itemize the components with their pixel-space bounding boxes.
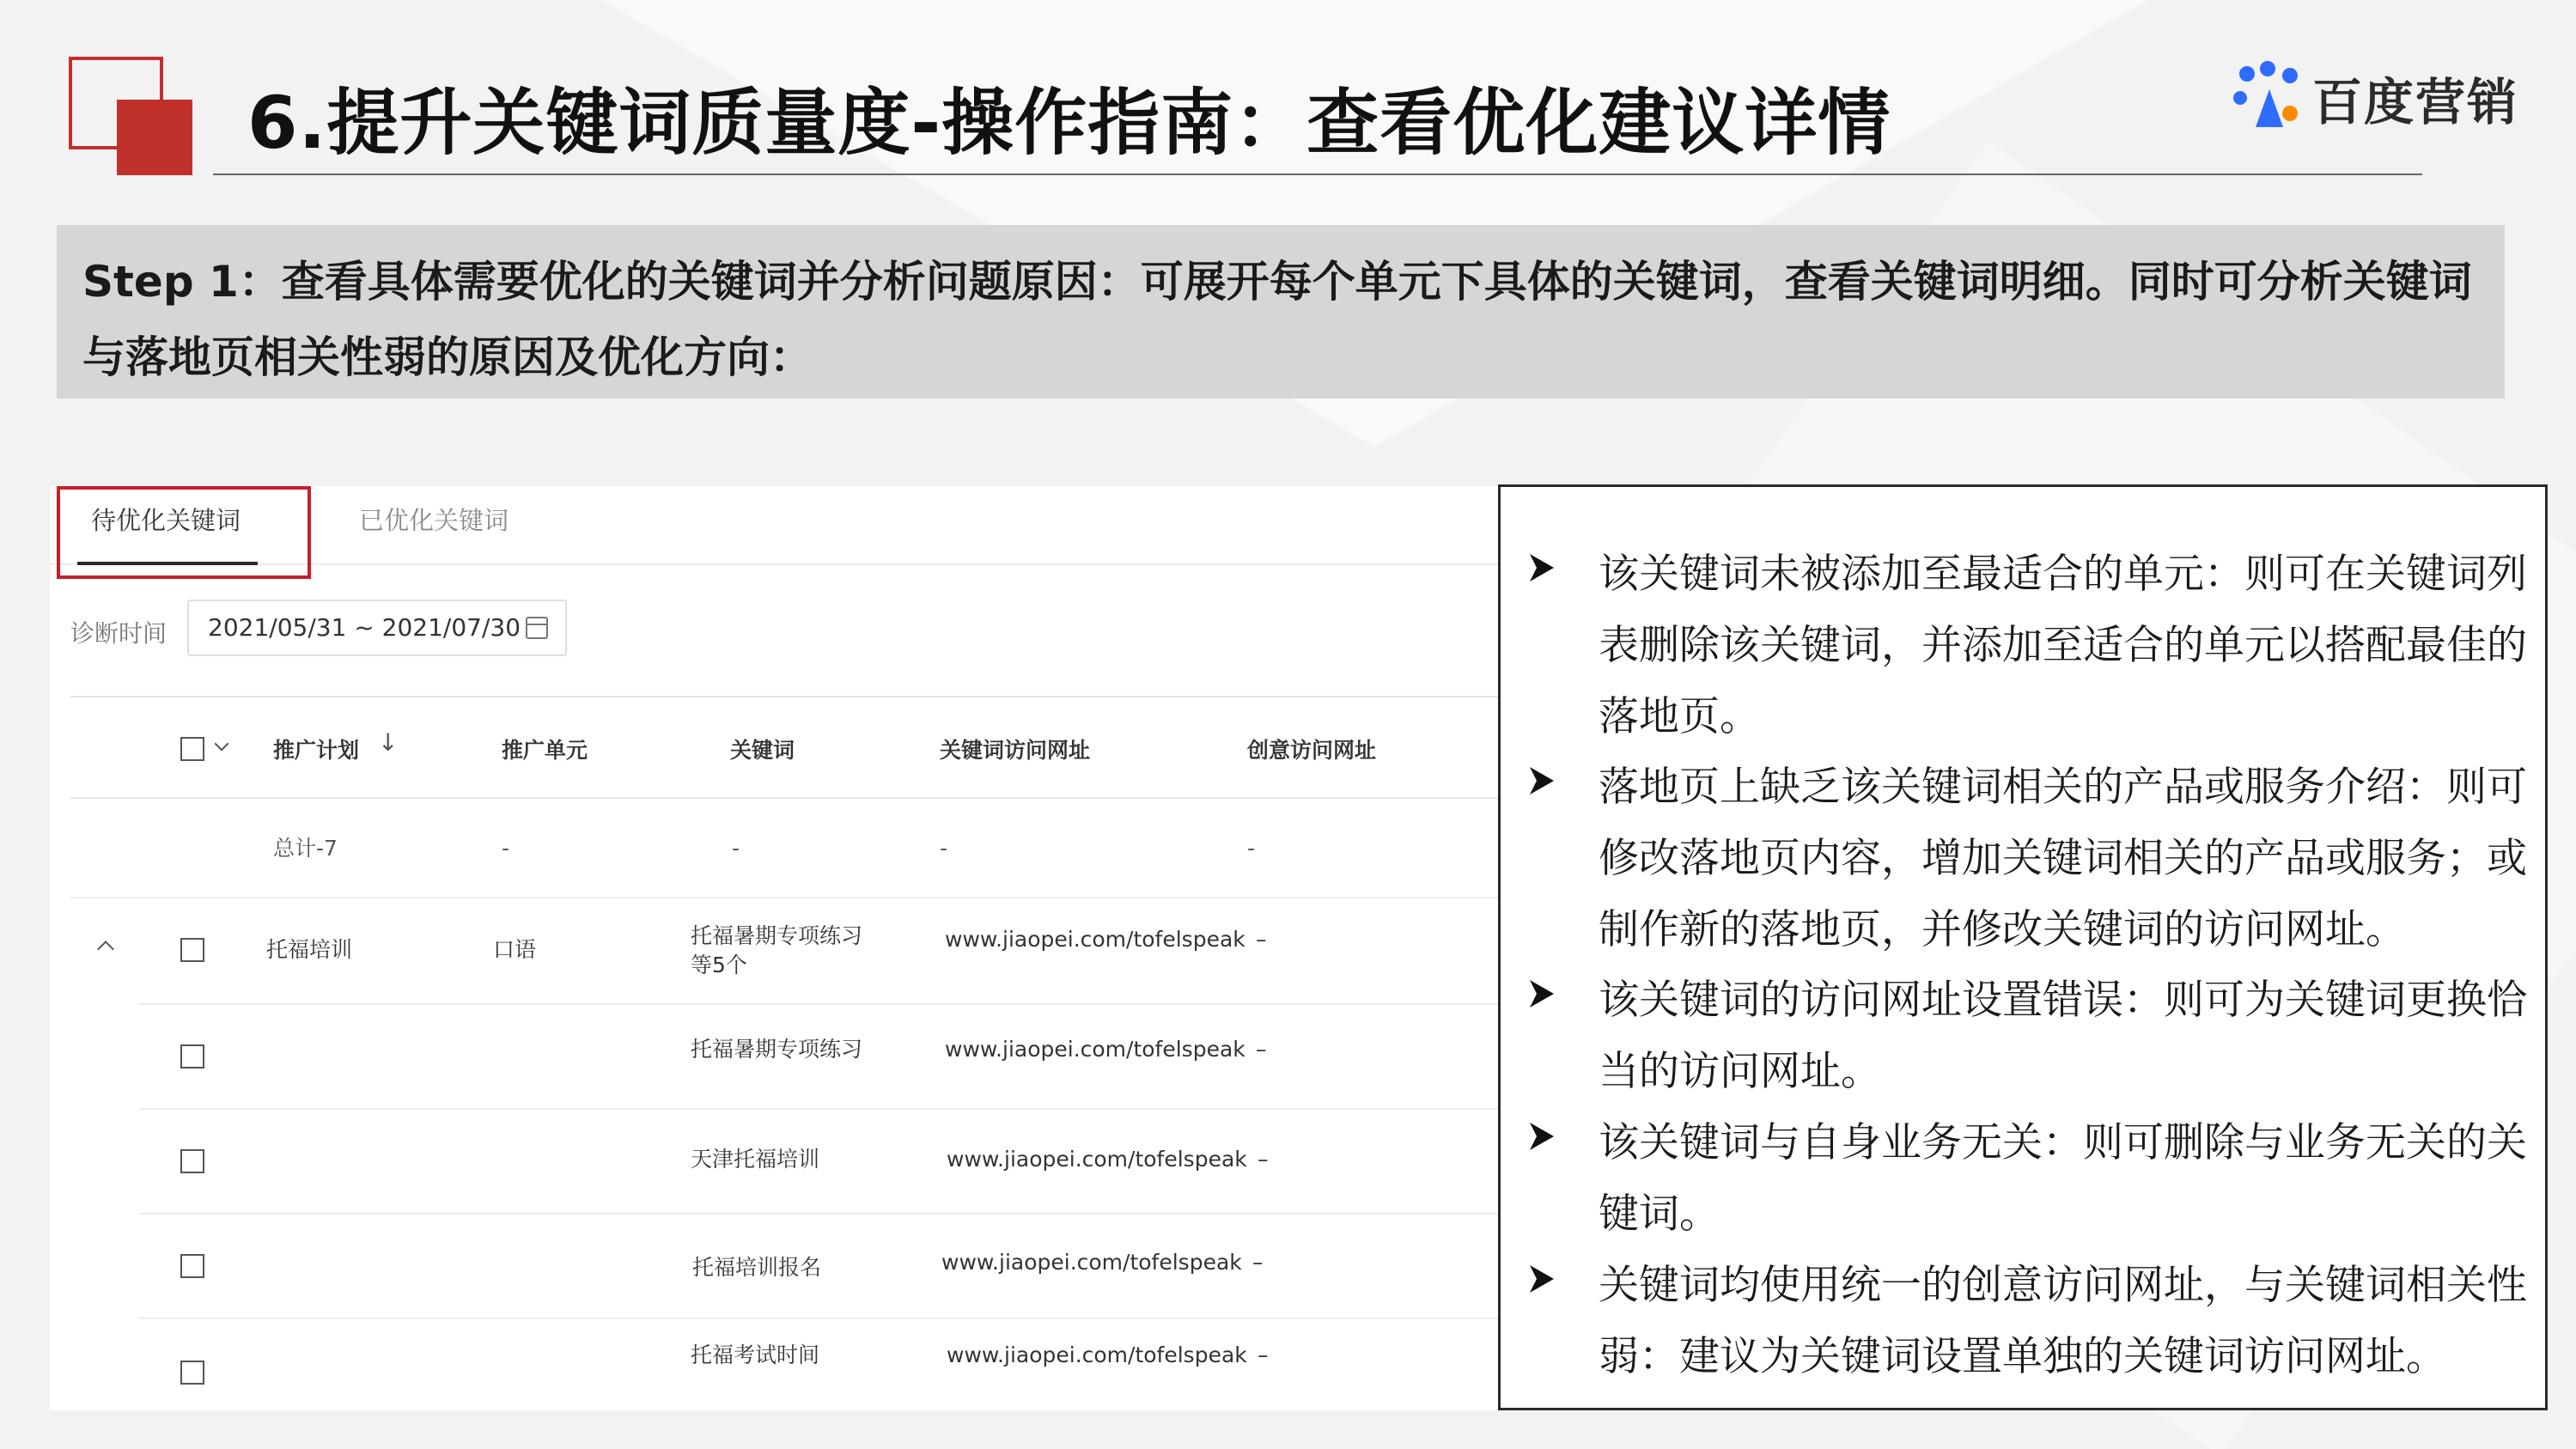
title-divider <box>213 174 2422 175</box>
total-creative-url: - <box>1247 836 1256 861</box>
table-row[interactable] <box>139 1213 1501 1318</box>
column-header-plan[interactable]: 推广计划 <box>273 738 360 763</box>
row-keyword-url[interactable]: www.jiaopei.com/tofelspeak <box>947 1342 1247 1367</box>
total-unit: - <box>502 836 510 861</box>
column-header-unit: 推广单元 <box>502 738 588 763</box>
total-keyword: - <box>732 836 740 861</box>
optimization-tips-panel <box>1498 484 2548 1410</box>
collapse-chevron-icon[interactable] <box>97 941 114 958</box>
row-checkbox[interactable] <box>180 938 204 962</box>
row-creative-url: – <box>1256 1037 1267 1062</box>
row-checkbox[interactable] <box>180 1254 204 1278</box>
column-header-creative-url: 创意访问网址 <box>1247 738 1377 763</box>
row-keyword: 托福培训报名 <box>692 1255 822 1280</box>
row-keyword: 托福暑期专项练习 <box>691 1037 863 1062</box>
tip-text: 该关键词未被添加至最适合的单元：则可在关键词列表删除该关键词，并添加至适合的单元以搭配最佳的落地页。 <box>1599 551 2527 740</box>
slide-logo-mark <box>69 57 194 177</box>
group-plan: 托福培训 <box>266 937 353 962</box>
step-text: Step 1：查看具体需要优化的关键词并分析问题原因：可展开每个单元下具体的关键词，查看关键词明细。同时可分析关键词与落地页相关性弱的原因及优化方向： <box>82 257 2472 382</box>
step-instruction-box <box>57 225 2505 399</box>
date-range-value: 2021/05/31 ~ 2021/07/30 <box>208 613 521 642</box>
row-checkbox[interactable] <box>180 1149 204 1173</box>
tab-pending-keywords[interactable]: 待优化关键词 <box>91 506 241 535</box>
keyword-ui-panel <box>50 486 1501 1410</box>
tip-text: 该关键词的访问网址设置错误：则可为关键词更换恰当的访问网址。 <box>1599 977 2527 1095</box>
total-keyword-url: - <box>940 836 948 861</box>
table-row[interactable] <box>139 1003 1501 1108</box>
table-row[interactable] <box>139 1318 1501 1410</box>
column-header-keyword-url: 关键词访问网址 <box>940 738 1091 763</box>
logo-filled-square <box>117 100 192 175</box>
tip-text: 关键词均使用统一的创意访问网址，与关键词相关性弱：建议为关键词设置单独的关键词访问网址。 <box>1599 1262 2527 1380</box>
arrow-bullet-icon <box>1526 1119 1557 1154</box>
row-checkbox[interactable] <box>180 1361 204 1385</box>
row-creative-url: – <box>1258 1147 1269 1172</box>
group-keyword-count: 等5个 <box>691 953 747 977</box>
calendar-icon[interactable] <box>526 617 548 639</box>
column-header-keyword: 关键词 <box>730 738 795 763</box>
arrow-bullet-icon <box>1526 764 1557 798</box>
tab-highlight-box <box>57 486 311 579</box>
tip-text: 落地页上缺乏该关键词相关的产品或服务介绍：则可修改落地页内容，增加关键词相关的产品或服务；或制作新的落地页，并修改关键词的访问网址。 <box>1599 764 2527 953</box>
keyword-table <box>70 696 1501 1410</box>
row-keyword: 天津托福培训 <box>691 1147 820 1172</box>
arrow-bullet-icon <box>1526 1262 1557 1296</box>
select-all-checkbox[interactable] <box>180 737 204 761</box>
page-title: 6.提升关键词质量度-操作指南：查看优化建议详情 <box>247 81 1891 165</box>
date-filter-label: 诊断时间 <box>70 619 167 648</box>
chevron-down-icon[interactable] <box>215 737 229 752</box>
row-creative-url: – <box>1252 1250 1264 1275</box>
row-keyword: 托福考试时间 <box>691 1342 820 1367</box>
group-creative-url: – <box>1256 927 1267 952</box>
brand-logo <box>2230 55 2522 141</box>
arrow-bullet-icon <box>1526 977 1557 1011</box>
table-header <box>70 696 1501 799</box>
row-keyword-url[interactable]: www.jiaopei.com/tofelspeak <box>941 1250 1242 1275</box>
brand-name: 百度营销 <box>2312 73 2519 131</box>
row-keyword-url[interactable]: www.jiaopei.com/tofelspeak <box>945 1037 1245 1062</box>
arrow-bullet-icon <box>1526 551 1557 585</box>
tab-optimized-keywords[interactable]: 已优化关键词 <box>359 506 509 535</box>
row-creative-url: – <box>1258 1342 1269 1367</box>
date-range-picker[interactable] <box>187 600 567 656</box>
group-keyword: 托福暑期专项练习 <box>691 923 863 948</box>
group-unit: 口语 <box>493 937 537 962</box>
table-row[interactable] <box>139 1108 1501 1213</box>
group-keyword-url[interactable]: www.jiaopei.com/tofelspeak <box>945 927 1245 952</box>
total-label: 总计-7 <box>273 836 338 861</box>
baidu-paw-icon <box>2230 60 2307 137</box>
sort-arrow-icon[interactable]: ↓ <box>378 728 399 757</box>
tip-text: 该关键词与自身业务无关：则可删除与业务无关的关键词。 <box>1599 1119 2527 1238</box>
row-keyword-url[interactable]: www.jiaopei.com/tofelspeak <box>947 1147 1247 1172</box>
table-row-total <box>70 799 1501 898</box>
row-checkbox[interactable] <box>180 1044 204 1068</box>
table-row-group[interactable] <box>70 898 1501 1003</box>
